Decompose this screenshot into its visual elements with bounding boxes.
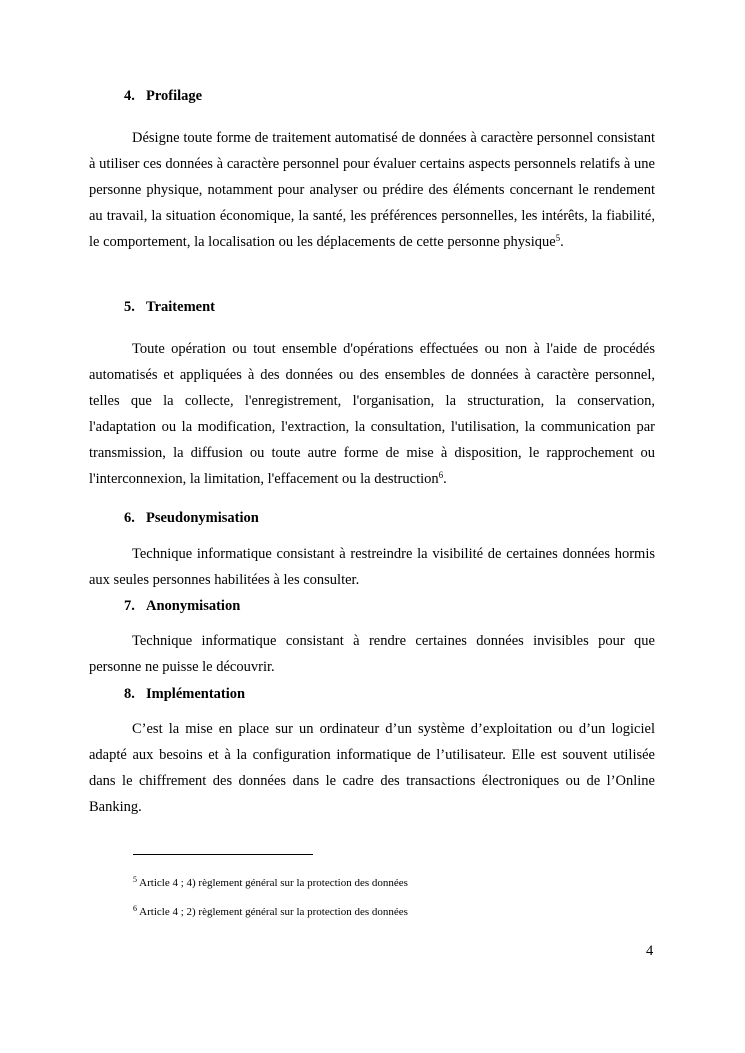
section-heading-anonymisation [124,598,240,615]
section-paragraph-implementation [89,716,655,820]
page-number: 4 [646,943,654,959]
section-heading-implementation [124,686,245,703]
section-title: Traitement [146,299,215,315]
footnote-reference: 6 [438,470,444,480]
paragraph-end: . [560,234,564,250]
paragraph-text: Désigne toute forme de traitement automatisé de données à caractère personnel consistant à utiliser ces données à caractère personnel pour évaluer certains aspects personnels relatifs à une personne physique, notamment pour analyser ou prédire des éléments concernant le rendement au travail, la situation économique, la santé, les préférences personnelles, les intérêts, la fiabilité, le comportement, la localisation ou les déplacements de cette personne physique [89,130,655,250]
paragraph-end: . [443,471,447,487]
footnote-marker: 5 [133,875,137,884]
section-paragraph-pseudonymisation [89,541,655,593]
section-number: 6. [124,510,135,526]
section-heading-pseudonymisation [124,510,259,527]
footnote-reference: 5 [555,233,561,243]
paragraph-text: C’est la mise en place sur un ordinateur d’un système d’exploitation ou d’un logiciel adapté aux besoins et à la configuration informatique de l’utilisateur. Elle est souvent utilisée dans le chiffrement des données dans le cadre des transactions électroniques ou de l’Online Banking. [89,721,655,815]
section-number: 5. [124,299,135,315]
section-number: 4. [124,88,135,104]
section-title: Profilage [146,88,203,104]
section-title: Pseudonymisation [146,510,259,526]
paragraph-text: Technique informatique consistant à restreindre la visibilité de certaines données hormis aux seules personnes habilitées à les consulter. [89,546,655,588]
footnote-6 [133,906,408,918]
footnote-marker: 6 [133,904,137,913]
footnote-text: Article 4 ; 2) règlement général sur la protection des données [139,906,408,918]
section-paragraph-traitement [89,336,655,492]
section-title: Implémentation [146,686,246,702]
section-paragraph-profilage [89,125,655,255]
footnote-5 [133,877,408,889]
footnote-separator [133,854,313,855]
section-number: 8. [124,686,135,702]
paragraph-text: Technique informatique consistant à rendre certaines données invisibles pour que personne ne puisse le découvrir. [89,633,655,675]
footnote-text: Article 4 ; 4) règlement général sur la protection des données [139,877,408,889]
section-heading-profilage [124,88,202,105]
section-heading-traitement [124,299,215,316]
paragraph-text: Toute opération ou tout ensemble d'opérations effectuées ou non à l'aide de procédés automatisés et appliquées à des données ou des ensembles de données à caractère personnel, telles que la collecte, l'enregistrement, l'organisation, la structuration, la conservation, l'adaptation ou la modification, l'extraction, la consultation, l'utilisation, la communication par transmission, la diffusion ou toute autre forme de mise à disposition, le rapprochement ou l'interconnexion, la limitation, l'effacement ou la destruction [89,341,655,487]
section-number: 7. [124,598,135,614]
section-title: Anonymisation [146,598,241,614]
section-paragraph-anonymisation [89,628,655,680]
